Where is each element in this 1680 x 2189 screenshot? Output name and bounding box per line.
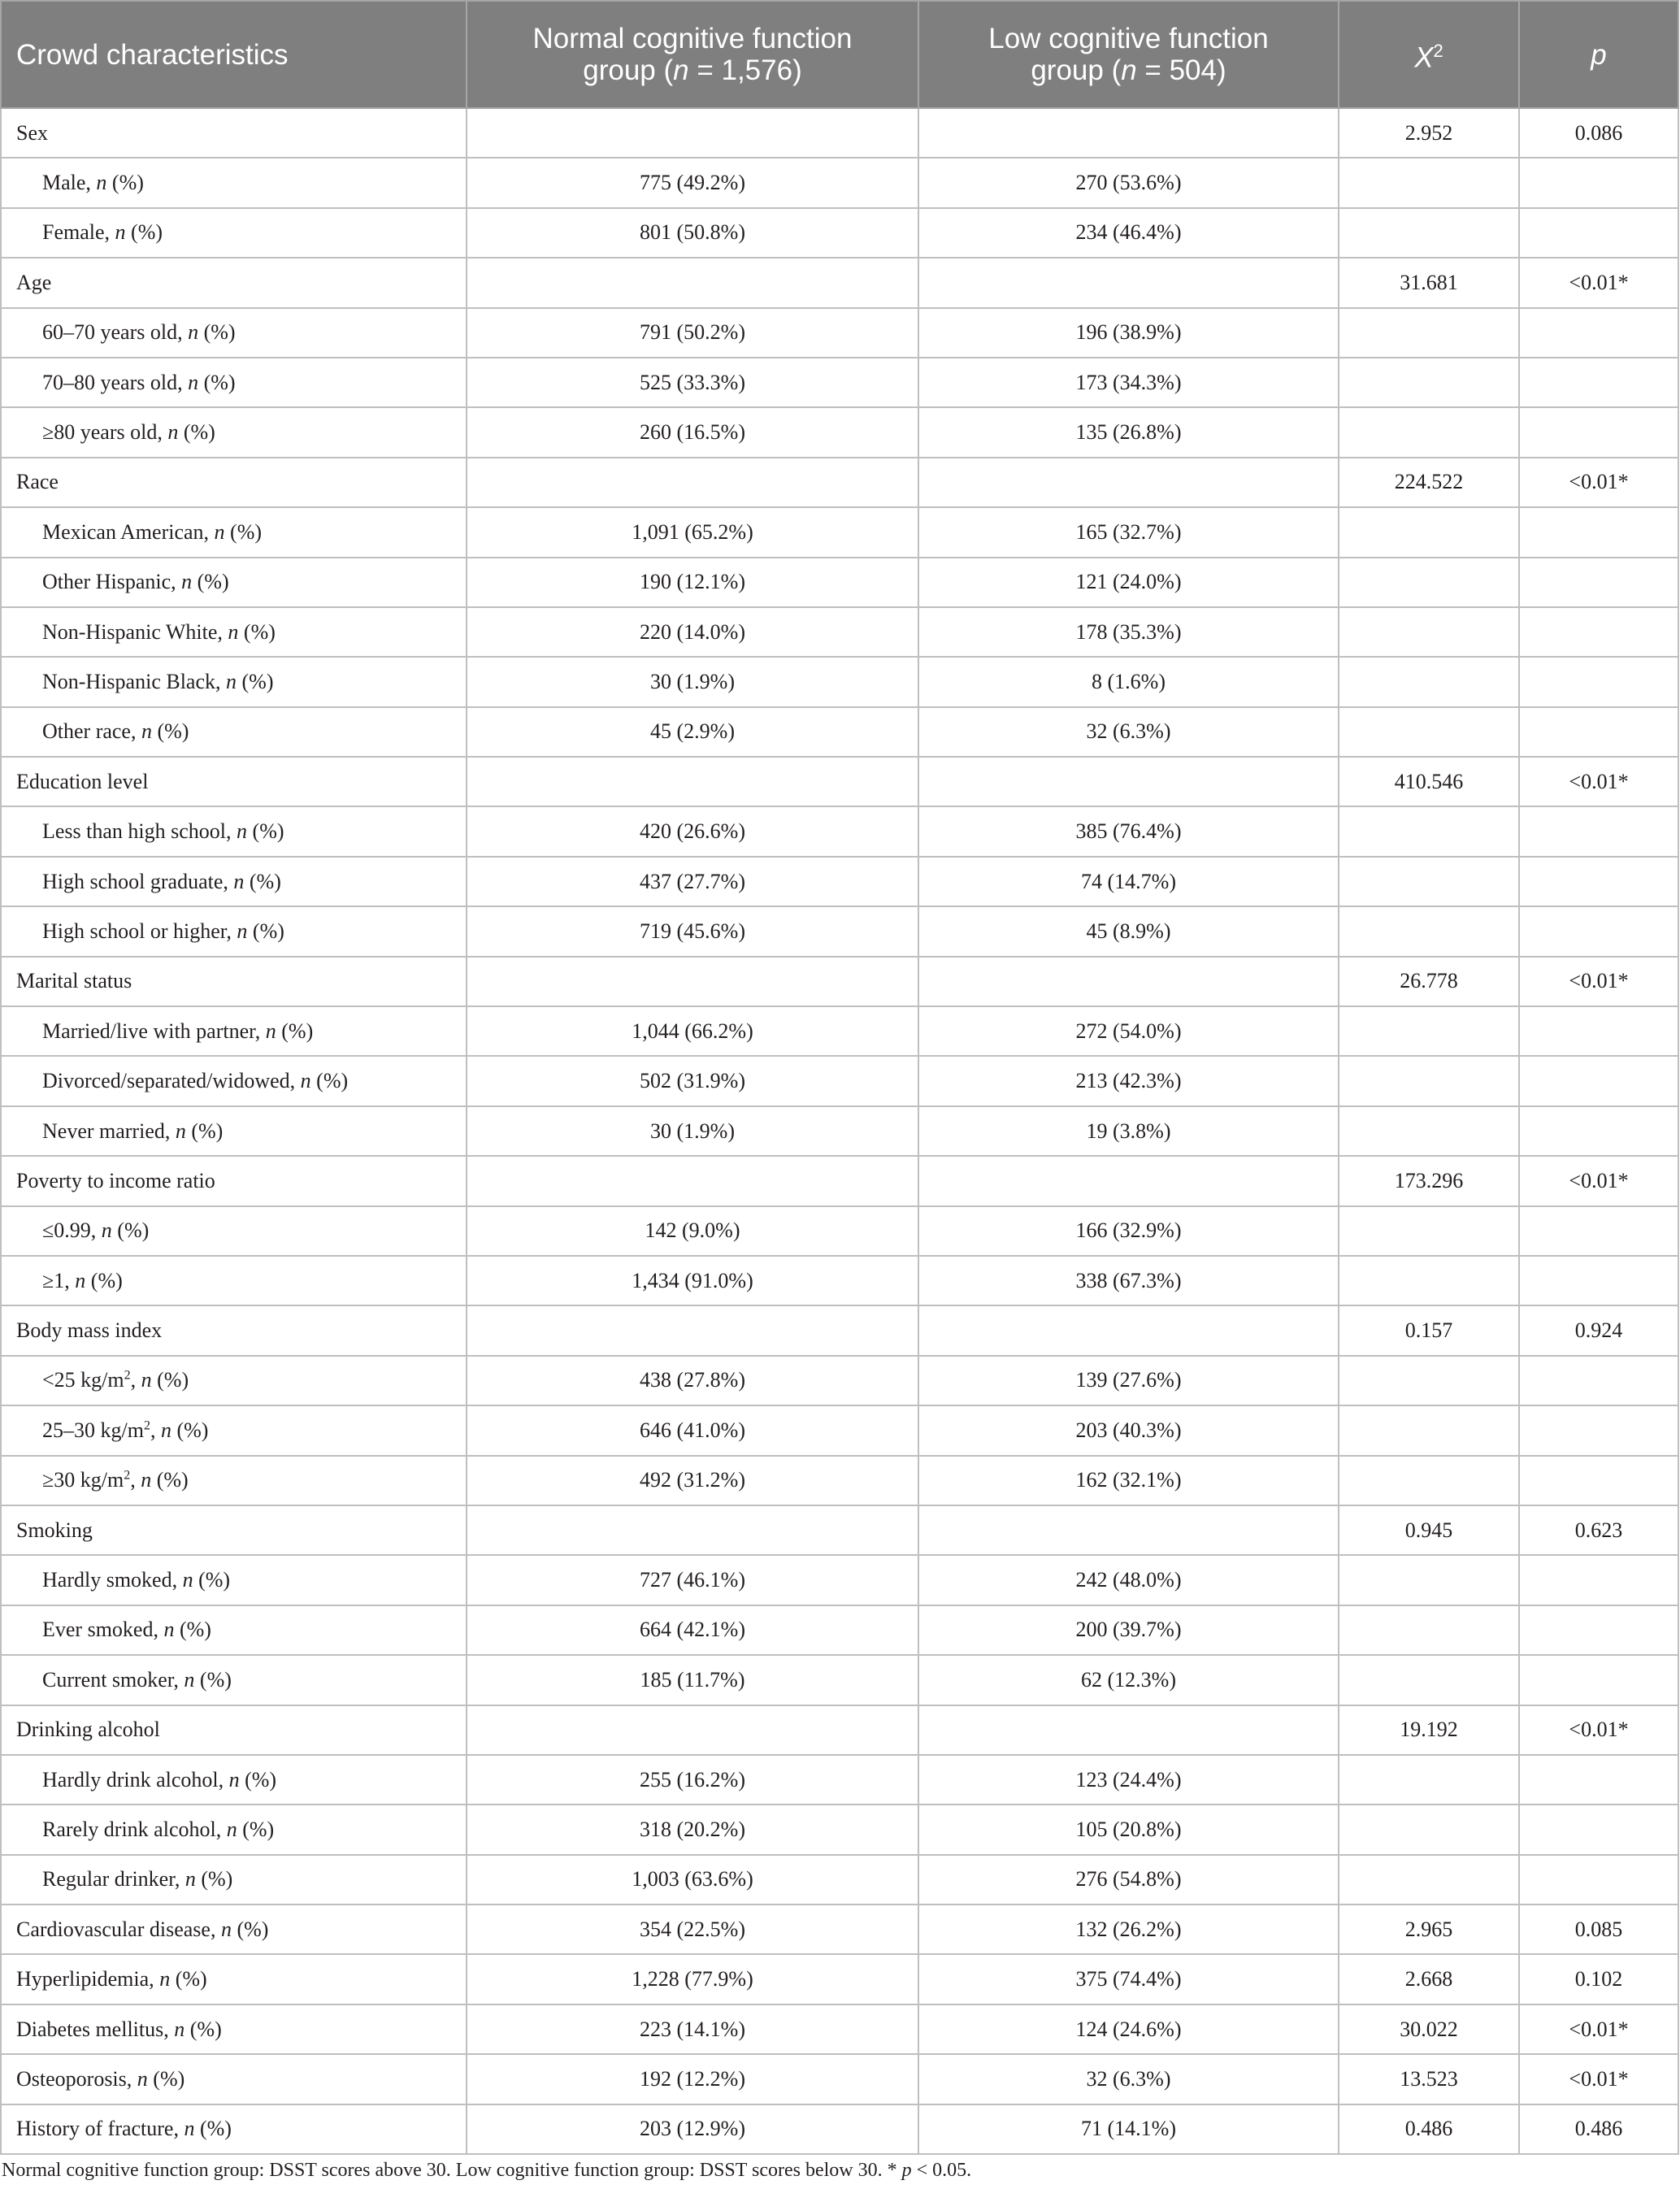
normal-group-value: 354 (22.5%) (467, 1905, 918, 1954)
row-label: Current smoker, n (%) (1, 1655, 467, 1705)
chi-square-value (1339, 507, 1519, 557)
normal-group-value: 437 (27.7%) (467, 857, 918, 906)
table-row (1, 1405, 1678, 1455)
table-row (1, 458, 1678, 507)
normal-group-value: 719 (45.6%) (467, 906, 918, 956)
table-row (1, 957, 1678, 1006)
normal-group-value: 318 (20.2%) (467, 1805, 918, 1854)
header-chi-square: $X^2$ (1339, 1, 1519, 108)
row-label: Mexican American, n (%) (1, 507, 467, 557)
p-value: <0.01* (1519, 757, 1678, 806)
chi-square-value: 410.546 (1339, 757, 1519, 806)
chi-square-value (1339, 1206, 1519, 1256)
chi-square-value (1339, 358, 1519, 407)
normal-group-value: 1,434 (91.0%) (467, 1256, 918, 1305)
row-label: ≥30 $kg/m^2$, n (%) (1, 1456, 467, 1505)
low-group-value: 132 (26.2%) (918, 1905, 1339, 1954)
table-row (1, 707, 1678, 757)
row-label: Marital status (1, 957, 467, 1006)
low-group-value: 32 (6.3%) (918, 707, 1339, 757)
p-value (1519, 657, 1678, 706)
row-label: Cardiovascular disease, n (%) (1, 1905, 467, 1954)
table-row (1, 1305, 1678, 1355)
table-row (1, 1106, 1678, 1156)
table-row (1, 1705, 1678, 1755)
table-row (1, 1206, 1678, 1256)
p-value (1519, 1206, 1678, 1256)
low-group-value: 123 (24.4%) (918, 1755, 1339, 1805)
p-value (1519, 407, 1678, 457)
table-row (1, 558, 1678, 607)
low-group-value: 74 (14.7%) (918, 857, 1339, 906)
table-row (1, 1655, 1678, 1705)
row-label: Education level (1, 757, 467, 806)
row-label: ≥1, n (%) (1, 1256, 467, 1305)
row-label: Non-Hispanic Black, n (%) (1, 657, 467, 706)
normal-group-value (467, 1156, 918, 1205)
header-row (1, 1, 1678, 108)
normal-group-value: 45 (2.9%) (467, 707, 918, 757)
row-label: Regular drinker, n (%) (1, 1855, 467, 1905)
p-value (1519, 1805, 1678, 1854)
chi-square-value: 224.522 (1339, 458, 1519, 507)
normal-group-value (467, 108, 918, 158)
normal-group-value: 791 (50.2%) (467, 308, 918, 358)
table-row (1, 358, 1678, 407)
p-value (1519, 1555, 1678, 1605)
p-value (1519, 1405, 1678, 1455)
row-label: High school or higher, n (%) (1, 906, 467, 956)
header-low-group: Low cognitive function group (n = 504) (918, 1, 1339, 108)
table-row (1, 407, 1678, 457)
table-row (1, 1156, 1678, 1205)
low-group-value: 135 (26.8%) (918, 407, 1339, 457)
chi-square-value (1339, 1805, 1519, 1854)
low-group-value (918, 1305, 1339, 1355)
row-label: Divorced/separated/widowed, n (%) (1, 1056, 467, 1105)
low-group-value: 242 (48.0%) (918, 1555, 1339, 1605)
chi-square-value: 19.192 (1339, 1705, 1519, 1755)
normal-group-value: 727 (46.1%) (467, 1555, 918, 1605)
table-row (1, 657, 1678, 706)
row-label: 70–80 years old, n (%) (1, 358, 467, 407)
p-value (1519, 707, 1678, 757)
chi-square-value: 13.523 (1339, 2054, 1519, 2104)
p-value (1519, 1106, 1678, 1156)
chi-square-value (1339, 208, 1519, 258)
low-group-value: 32 (6.3%) (918, 2054, 1339, 2104)
table-row (1, 607, 1678, 657)
row-label: Osteoporosis, n (%) (1, 2054, 467, 2104)
normal-group-value: 30 (1.9%) (467, 657, 918, 706)
row-label: Sex (1, 108, 467, 158)
table-row (1, 857, 1678, 906)
chi-square-value (1339, 707, 1519, 757)
table-row (1, 1605, 1678, 1655)
low-group-value: 200 (39.7%) (918, 1605, 1339, 1655)
normal-group-value: 30 (1.9%) (467, 1106, 918, 1156)
p-value (1519, 1006, 1678, 1056)
normal-group-value: 185 (11.7%) (467, 1655, 918, 1705)
row-label: High school graduate, n (%) (1, 857, 467, 906)
normal-group-value: 801 (50.8%) (467, 208, 918, 258)
normal-group-value: 525 (33.3%) (467, 358, 918, 407)
low-group-value: 8 (1.6%) (918, 657, 1339, 706)
row-label: Hyperlipidemia, n (%) (1, 1954, 467, 2004)
chi-square-value (1339, 657, 1519, 706)
p-value: <0.01* (1519, 258, 1678, 307)
p-value (1519, 208, 1678, 258)
normal-group-value: 420 (26.6%) (467, 806, 918, 856)
chi-square-value: 2.668 (1339, 1954, 1519, 2004)
chi-square-value (1339, 1755, 1519, 1805)
table-body (1, 108, 1678, 2154)
low-group-value: 385 (76.4%) (918, 806, 1339, 856)
low-group-value: 121 (24.0%) (918, 558, 1339, 607)
low-group-value: 276 (54.8%) (918, 1855, 1339, 1905)
normal-group-value: 438 (27.8%) (467, 1356, 918, 1405)
low-group-value: 272 (54.0%) (918, 1006, 1339, 1056)
p-value (1519, 857, 1678, 906)
normal-group-value: 142 (9.0%) (467, 1206, 918, 1256)
low-group-value: 178 (35.3%) (918, 607, 1339, 657)
row-label: History of fracture, n (%) (1, 2104, 467, 2154)
table-row (1, 1505, 1678, 1555)
row-label: Age (1, 258, 467, 307)
chi-square-value (1339, 308, 1519, 358)
low-group-value: 375 (74.4%) (918, 1954, 1339, 2004)
chi-square-value: 30.022 (1339, 2004, 1519, 2054)
normal-group-value: 255 (16.2%) (467, 1755, 918, 1805)
table-row (1, 507, 1678, 557)
normal-group-value: 203 (12.9%) (467, 2104, 918, 2154)
chi-square-value (1339, 1356, 1519, 1405)
normal-group-value: 260 (16.5%) (467, 407, 918, 457)
normal-group-value: 1,003 (63.6%) (467, 1855, 918, 1905)
p-value: 0.102 (1519, 1954, 1678, 2004)
low-group-value: 173 (34.3%) (918, 358, 1339, 407)
low-group-value: 105 (20.8%) (918, 1805, 1339, 1854)
table-row (1, 2054, 1678, 2104)
low-group-value (918, 1505, 1339, 1555)
normal-group-value: 220 (14.0%) (467, 607, 918, 657)
low-group-value (918, 458, 1339, 507)
normal-group-value: 1,228 (77.9%) (467, 1954, 918, 2004)
row-label: Body mass index (1, 1305, 467, 1355)
low-group-value: 139 (27.6%) (918, 1356, 1339, 1405)
normal-group-value: 492 (31.2%) (467, 1456, 918, 1505)
p-value (1519, 507, 1678, 557)
table-row (1, 2104, 1678, 2154)
table-row (1, 906, 1678, 956)
row-label: 60–70 years old, n (%) (1, 308, 467, 358)
table-footnote: Normal cognitive function group: DSST scores above 30. Low cognitive function group: DSST scores below 30. * p < 0.05. (2, 2160, 972, 2181)
table-row (1, 1456, 1678, 1505)
row-label: Smoking (1, 1505, 467, 1555)
p-value: 0.086 (1519, 108, 1678, 158)
normal-group-value: 664 (42.1%) (467, 1605, 918, 1655)
p-value: 0.623 (1519, 1505, 1678, 1555)
row-label: Race (1, 458, 467, 507)
row-label: Never married, n (%) (1, 1106, 467, 1156)
chi-square-value (1339, 1855, 1519, 1905)
row-label: Drinking alcohol (1, 1705, 467, 1755)
row-label: Ever smoked, n (%) (1, 1605, 467, 1655)
chi-square-value (1339, 558, 1519, 607)
normal-group-value (467, 1305, 918, 1355)
chi-square-value (1339, 1456, 1519, 1505)
table-row (1, 108, 1678, 158)
table-row (1, 308, 1678, 358)
row-label: 25–30 $kg/m^2$, n (%) (1, 1405, 467, 1455)
table-row (1, 1056, 1678, 1105)
table-row (1, 1256, 1678, 1305)
low-group-value: 162 (32.1%) (918, 1456, 1339, 1505)
normal-group-value: 646 (41.0%) (467, 1405, 918, 1455)
row-label: Less than high school, n (%) (1, 806, 467, 856)
p-value (1519, 1056, 1678, 1105)
normal-group-value: 775 (49.2%) (467, 158, 918, 207)
p-value: 0.085 (1519, 1905, 1678, 1954)
low-group-value: 45 (8.9%) (918, 906, 1339, 956)
normal-group-value: 502 (31.9%) (467, 1056, 918, 1105)
p-value: <0.01* (1519, 2004, 1678, 2054)
normal-group-value: 1,044 (66.2%) (467, 1006, 918, 1056)
row-label: Hardly smoked, n (%) (1, 1555, 467, 1605)
p-value (1519, 358, 1678, 407)
header-crowd-characteristics: Crowd characteristics (1, 1, 467, 108)
table-row (1, 1805, 1678, 1854)
normal-group-value (467, 957, 918, 1006)
row-label: Other race, n (%) (1, 707, 467, 757)
table-row (1, 806, 1678, 856)
low-group-value: 270 (53.6%) (918, 158, 1339, 207)
low-group-value: 203 (40.3%) (918, 1405, 1339, 1455)
table-row (1, 1905, 1678, 1954)
p-value (1519, 607, 1678, 657)
low-group-value: 124 (24.6%) (918, 2004, 1339, 2054)
low-group-value: 62 (12.3%) (918, 1655, 1339, 1705)
row-label: ≤0.99, n (%) (1, 1206, 467, 1256)
chi-square-value (1339, 1655, 1519, 1705)
normal-group-value (467, 757, 918, 806)
p-value: 0.486 (1519, 2104, 1678, 2154)
chi-square-value (1339, 1006, 1519, 1056)
p-value (1519, 1605, 1678, 1655)
table-row (1, 1555, 1678, 1605)
normal-group-value (467, 1705, 918, 1755)
p-value (1519, 308, 1678, 358)
low-group-value (918, 258, 1339, 307)
p-value (1519, 1256, 1678, 1305)
chi-square-value (1339, 1256, 1519, 1305)
row-label: Other Hispanic, n (%) (1, 558, 467, 607)
row-label: Rarely drink alcohol, n (%) (1, 1805, 467, 1854)
chi-square-value (1339, 1605, 1519, 1655)
chi-square-value (1339, 158, 1519, 207)
low-group-value: 165 (32.7%) (918, 507, 1339, 557)
p-value: <0.01* (1519, 458, 1678, 507)
row-label: Hardly drink alcohol, n (%) (1, 1755, 467, 1805)
chi-square-value (1339, 1405, 1519, 1455)
p-value: <0.01* (1519, 957, 1678, 1006)
chi-square-value (1339, 906, 1519, 956)
chi-square-value (1339, 1056, 1519, 1105)
chi-square-value: 0.486 (1339, 2104, 1519, 2154)
chi-square-value (1339, 806, 1519, 856)
table-row (1, 258, 1678, 307)
chi-square-value: 2.952 (1339, 108, 1519, 158)
table-row (1, 1006, 1678, 1056)
low-group-value: 166 (32.9%) (918, 1206, 1339, 1256)
row-label: Married/live with partner, n (%) (1, 1006, 467, 1056)
low-group-value (918, 957, 1339, 1006)
header-normal-group: Normal cognitive function group (n = 1,576) (467, 1, 918, 108)
row-label: Poverty to income ratio (1, 1156, 467, 1205)
p-value (1519, 558, 1678, 607)
header-p-value: p (1519, 1, 1678, 108)
low-group-value (918, 108, 1339, 158)
table-row (1, 1855, 1678, 1905)
chi-square-value: 2.965 (1339, 1905, 1519, 1954)
chi-square-value (1339, 407, 1519, 457)
low-group-value: 196 (38.9%) (918, 308, 1339, 358)
chi-square-value (1339, 607, 1519, 657)
chi-square-value: 26.778 (1339, 957, 1519, 1006)
table-row (1, 1356, 1678, 1405)
low-group-value (918, 1705, 1339, 1755)
p-value (1519, 158, 1678, 207)
normal-group-value: 190 (12.1%) (467, 558, 918, 607)
table-row (1, 1755, 1678, 1805)
p-value (1519, 1855, 1678, 1905)
table-row (1, 208, 1678, 258)
chi-square-value (1339, 1555, 1519, 1605)
chi-square-value: 31.681 (1339, 258, 1519, 307)
low-group-value: 338 (67.3%) (918, 1256, 1339, 1305)
p-value (1519, 1356, 1678, 1405)
table-row (1, 2004, 1678, 2054)
row-label: Female, n (%) (1, 208, 467, 258)
chi-square-value: 0.945 (1339, 1505, 1519, 1555)
table-row (1, 1954, 1678, 2004)
p-value (1519, 1755, 1678, 1805)
p-value: <0.01* (1519, 1156, 1678, 1205)
chi-square-value (1339, 857, 1519, 906)
normal-group-value (467, 258, 918, 307)
table-row (1, 757, 1678, 806)
normal-group-value (467, 1505, 918, 1555)
low-group-value (918, 1156, 1339, 1205)
p-value: <0.01* (1519, 1705, 1678, 1755)
p-value (1519, 1456, 1678, 1505)
table-row (1, 158, 1678, 207)
low-group-value: 71 (14.1%) (918, 2104, 1339, 2154)
p-value: <0.01* (1519, 2054, 1678, 2104)
row-label: <25 $kg/m^2$, n (%) (1, 1356, 467, 1405)
row-label: Non-Hispanic White, n (%) (1, 607, 467, 657)
low-group-value: 213 (42.3%) (918, 1056, 1339, 1105)
p-value (1519, 1655, 1678, 1705)
low-group-value: 19 (3.8%) (918, 1106, 1339, 1156)
normal-group-value: 1,091 (65.2%) (467, 507, 918, 557)
row-label: Diabetes mellitus, n (%) (1, 2004, 467, 2054)
row-label: ≥80 years old, n (%) (1, 407, 467, 457)
normal-group-value (467, 458, 918, 507)
normal-group-value: 223 (14.1%) (467, 2004, 918, 2054)
p-value (1519, 806, 1678, 856)
row-label: Male, n (%) (1, 158, 467, 207)
p-value: 0.924 (1519, 1305, 1678, 1355)
normal-group-value: 192 (12.2%) (467, 2054, 918, 2104)
chi-square-value: 173.296 (1339, 1156, 1519, 1205)
chi-square-value (1339, 1106, 1519, 1156)
p-value (1519, 906, 1678, 956)
low-group-value (918, 757, 1339, 806)
chi-square-value: 0.157 (1339, 1305, 1519, 1355)
low-group-value: 234 (46.4%) (918, 208, 1339, 258)
